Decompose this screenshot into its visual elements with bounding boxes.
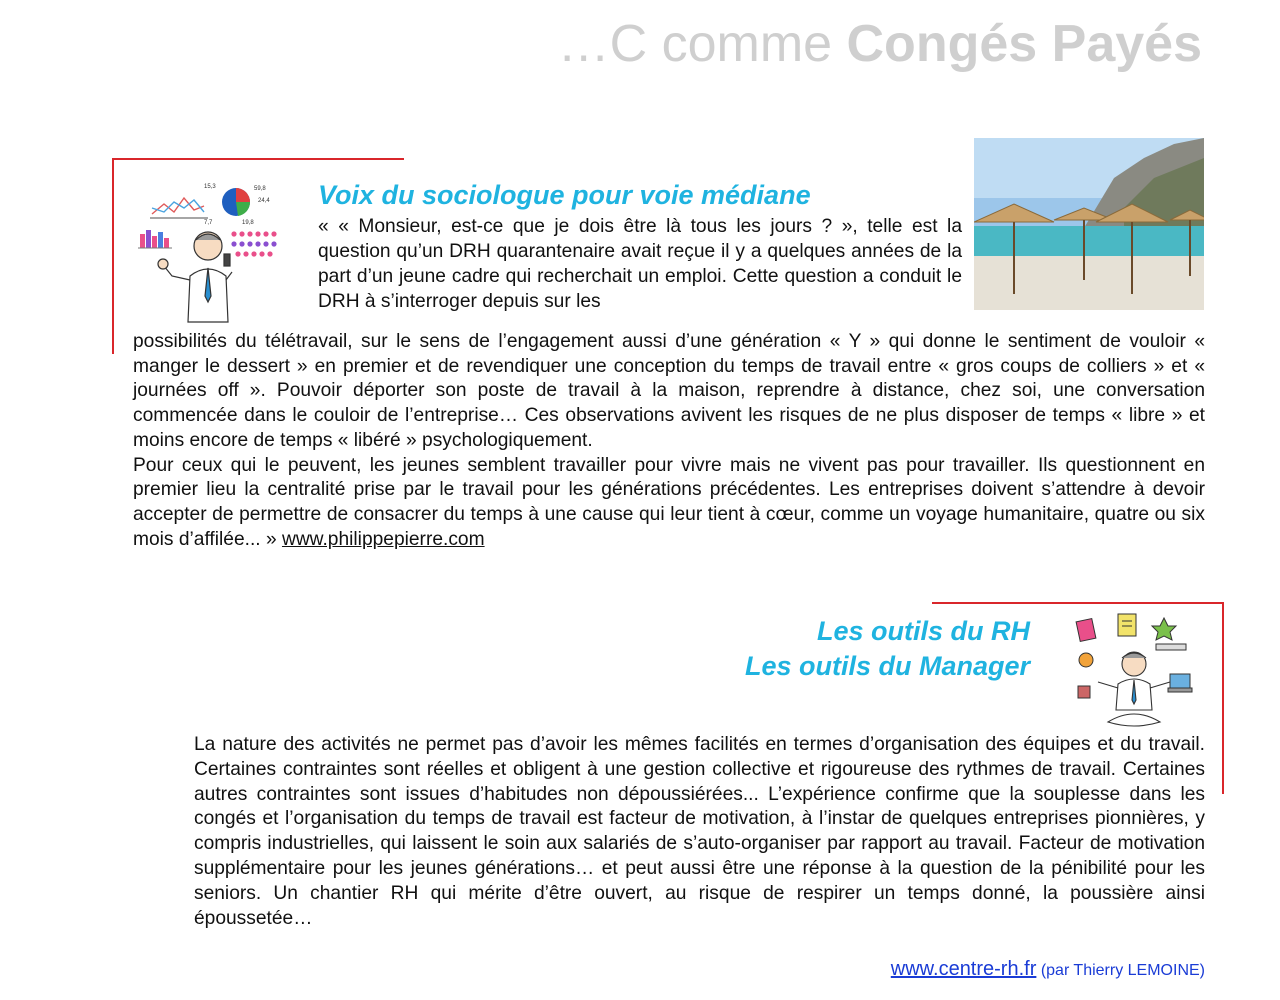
bar-chart <box>138 230 172 248</box>
section1-paragraph-1: possibilités du télétravail, sur le sens de l’engagement aussi d’une génération « Y » qui donne le sentiment de vouloir « manger le dessert » en premier et de revendiquer une conception du temps de travail entre « gros coups de colliers » et « journées off ». Pouvoir déporter son poste de travail à la maison, reprendre à distance, chez soi, une conversation commencée dans le couloir de l’entreprise… Ces observations avivent les risques de ne plus disposer de temps « libre » et moins encore de temps « libéré » psychologiquement. <box>133 331 1205 451</box>
meditating-manager <box>1098 652 1170 726</box>
section2-heading-line2: Les outils du Manager <box>744 651 1030 681</box>
section1-frame-left <box>112 158 114 354</box>
pie-chart <box>222 188 250 216</box>
section1-paragraph-2-text: Pour ceux qui le peuvent, les jeunes semblent travailler pour vivre mais ne vivent pas pour travailler. Ils questionnent en premier lieu la centralité prise par le travail pour les générations précédentes. Les entreprises doivent s’attendre à devoir accepter de permettre de consacrer du temps à une cause qui leur tient à cœur, comme un voyage humanitaire, quatre ou six mois d’affilée... » <box>133 454 1205 550</box>
chart-label-5: 19,8 <box>242 220 254 226</box>
chart-label-3: 24,4 <box>258 198 270 204</box>
chart-label-4: 7,7 <box>204 220 213 226</box>
sociologist-chart-illustration <box>134 176 290 326</box>
section1-heading: Voix du sociologue pour voie médiane <box>318 180 811 210</box>
chart-label-2: 59,8 <box>254 186 266 192</box>
philippepierre-link[interactable]: www.philippepierre.com <box>281 528 485 550</box>
section1-frame-top <box>112 158 404 160</box>
centre-rh-link[interactable]: www.centre-rh.fr <box>890 958 1037 980</box>
chart-label-1: 15,3 <box>204 184 216 190</box>
page-title <box>558 14 1202 74</box>
section2-frame-right <box>1222 602 1224 794</box>
footer-author: (par Thierry LEMOINE) <box>1036 962 1205 979</box>
section1-lead-paragraph: « « Monsieur, est-ce que je dois être là tous les jours ? », telle est la question qu’un DRH quarantenaire avait reçue il y a quelques années de la part d’un jeune cadre qui recherchait un emploi. Cette question a conduit le DRH à s’interroger depuis sur les <box>318 216 962 312</box>
title-prefix: …C comme <box>557 15 847 73</box>
section2-heading <box>745 614 1030 684</box>
title-bold: Congés Payés <box>846 15 1202 73</box>
businessman-figure <box>158 232 232 322</box>
section2-body: La nature des activités ne permet pas d’avoir les mêmes facilités en termes d’organisation des équipes et du travail. Certaines contraintes sont réelles et obligent à une gestion collective et rigoureuse des rythmes de travail. Certaines autres contraintes sont issues d’habitudes non dépoussiérées... L’expérience confirme que la souplesse dans les congés et l’organisation du temps de travail est facteur de motivation, à l’instar de quelques entreprises pionnières, y compris industrielles, qui laissent le soin aux salariés de s’auto-organiser par rapport au travail. Facteur de motivation supplémentaire pour les jeunes générations… et peut aussi être une réponse à la question de la pénibilité pour les seniors. Un chantier RH qui mérite d’être ouvert, au risque de respirer un temps donné, la poussière ainsi époussetée… <box>194 734 1205 929</box>
manager-tools-illustration <box>1072 612 1196 732</box>
section1-paragraph-2 <box>133 454 1205 553</box>
footer <box>891 958 1205 981</box>
line-chart <box>150 198 208 218</box>
section1-body <box>133 330 1205 552</box>
people-pictogram <box>231 231 276 256</box>
beach-photo <box>974 138 1204 310</box>
section2-heading-line1: Les outils du RH <box>816 616 1030 646</box>
section2-frame-top <box>932 602 1224 604</box>
